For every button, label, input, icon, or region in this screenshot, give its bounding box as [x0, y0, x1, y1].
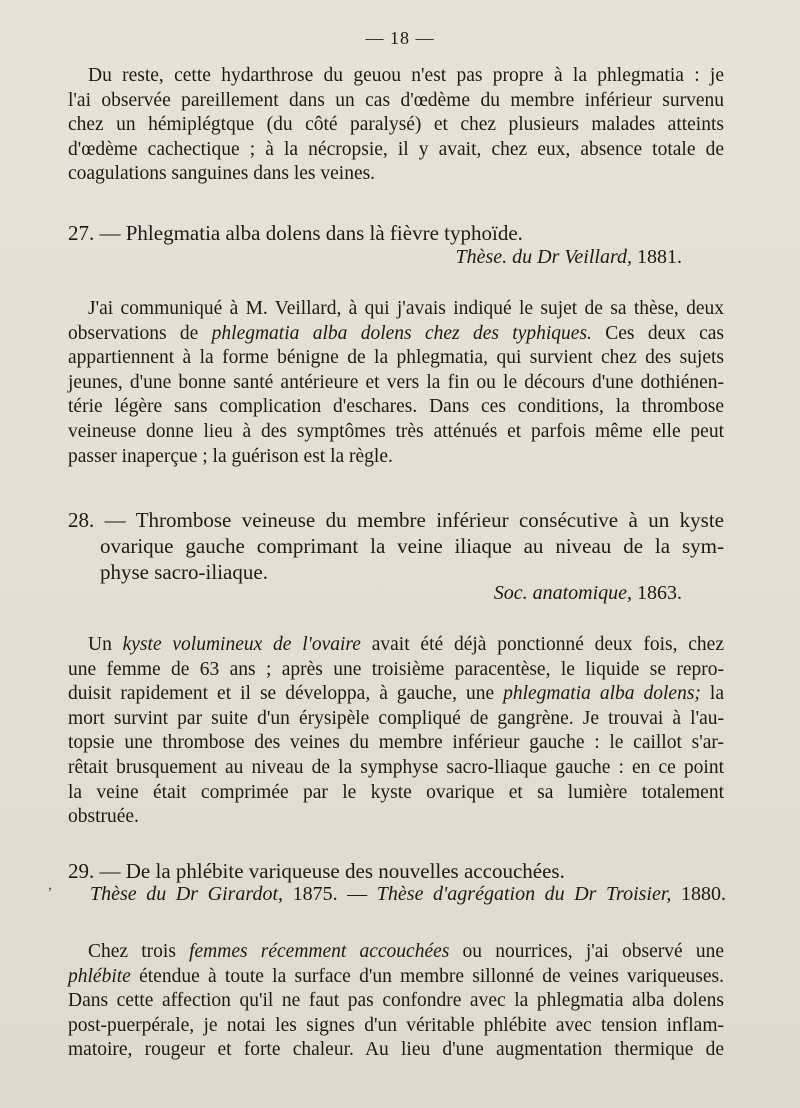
reference-year: 1881. [632, 246, 682, 268]
text-line: coagulations sanguines dans les veines. [68, 163, 376, 185]
text-line [68, 682, 724, 707]
text-line [68, 1014, 724, 1039]
page-number: — 18 — [365, 28, 435, 48]
text-line [68, 805, 724, 830]
paragraph-hydarthrose [68, 64, 724, 187]
reference-source: Thèse du Dr Girardot, [90, 883, 284, 905]
text-line [68, 940, 724, 965]
heading-line: 27. — Phlegmatia alba dolens dans là fièvre typhoïde. [68, 221, 523, 245]
text-segment: duisit rapidement et il se développa, à gauche, une [68, 683, 504, 705]
reference-source: Thèse. du Dr Veillard, [455, 246, 632, 268]
text-line [68, 658, 724, 683]
text-segment: Chez trois [88, 941, 190, 962]
text-segment: mort survint par suite d'un érysipèle compliqué de gangrène. Je trouvai à l'au- [68, 707, 724, 729]
text-line [68, 395, 724, 420]
text-line [68, 756, 724, 781]
reference-source: Thèse d'agrégation du Dr Troisier, [376, 883, 672, 905]
italic-segment: kyste volumineux de l'ovaire [122, 634, 361, 655]
text-line [68, 420, 724, 445]
italic-segment: femmes récemment accouchées [189, 941, 450, 962]
text-line [68, 707, 724, 732]
section-heading-29 [68, 858, 724, 884]
text-segment: observations de [68, 322, 212, 344]
reference-separator: — [337, 883, 377, 905]
text-segment: ou nourrices, j'ai observé une [449, 941, 725, 962]
reference-year: 1863. [632, 582, 682, 604]
reference-27 [456, 246, 682, 269]
reference-28 [494, 582, 682, 605]
reference-year: 1875. [283, 883, 338, 905]
text-segment: J'ai communiqué à M. Veillard, à qui j'avais indiqué le sujet de sa thèse, deux [88, 298, 724, 319]
text-segment: topsie une thrombose des veines du membre inférieur gauche : le caillot s'ar- [68, 732, 724, 754]
italic-segment: phlegmatia alba dolens chez des typhiques. [211, 322, 592, 344]
text-line [68, 297, 724, 322]
text-line [68, 322, 724, 347]
text-segment: la [700, 683, 724, 705]
heading-line: 28. — Thrombose veineuse du membre inférieur consécutive à un kyste [68, 508, 724, 532]
section-heading-27 [68, 220, 724, 246]
text-segment: jeunes, d'une bonne santé antérieure et vers la fin ou le décours d'une dothiénen- [68, 371, 724, 393]
text-line [68, 371, 724, 396]
text-line [68, 731, 724, 756]
text-line [68, 1038, 724, 1063]
italic-segment: phlébite [68, 965, 131, 987]
text-segment: appartiennent à la forme bénigne de la phlegmatia, qui survient chez des sujets [68, 347, 724, 369]
text-line [68, 965, 724, 990]
text-segment: obstruée. [68, 806, 139, 828]
text-segment: la veine était comprimée par le kyste ovarique et sa lumière totalement [68, 781, 724, 803]
text-line [68, 445, 724, 470]
paragraph-phlebite [68, 940, 724, 1063]
text-segment: étendue à toute la surface d'un membre sillonné de veines variqueuses. [130, 965, 724, 987]
text-segment: Ces deux cas [591, 322, 724, 344]
text-segment: Un [88, 634, 123, 655]
text-segment: térie légère sans complication d'eschares. Dans ces conditions, la thrombose [68, 396, 724, 418]
heading-line: ovarique gauche comprimant la veine iliaque au niveau de la sym- [100, 534, 724, 558]
text-line: d'œdème cachectique ; à la nécropsie, il y avait, chez eux, absence totale de [68, 138, 724, 160]
text-segment: post-puerpérale, je notai les signes d'un véritable phlébite avec tension inflam- [68, 1014, 724, 1036]
text-segment: une femme de 63 ans ; après une troisième paracentèse, le liquide se repro- [68, 658, 724, 680]
heading-line: 29. — De la phlébite variqueuse des nouvelles accouchées. [68, 859, 565, 883]
text-segment: matoire, rougeur et forte chaleur. Au lieu d'une augmentation thermique de [68, 1039, 724, 1061]
paragraph-veillard [68, 297, 724, 469]
section-heading-28 [68, 507, 724, 585]
reference-29 [90, 883, 726, 906]
heading-line: physe sacro-iliaque. [100, 560, 268, 584]
reference-year: 1880. [671, 883, 727, 905]
text-segment: veineuse donne lieu à des symptômes très atténués et parfois même elle peut [68, 420, 724, 442]
text-segment: passer inaperçue ; la guérison est la règle. [68, 445, 393, 467]
text-line: l'ai observée pareillement dans un cas d'œdème du membre inférieur survenu [68, 89, 724, 111]
text-line: chez un hémiplégtque (du côté paralysé) et chez plusieurs malades atteints [68, 114, 724, 136]
text-line [68, 781, 724, 806]
reference-source: Soc. anatomique, [493, 582, 632, 604]
text-segment: Dans cette affection qu'il ne faut pas confondre avec la phlegmatia alba dolens [68, 990, 724, 1012]
paragraph-kyste [68, 633, 724, 830]
text-line [68, 633, 724, 658]
text-line: Du reste, cette hydarthrose du geuou n'est pas propre à la phlegmatia : je [88, 65, 724, 86]
italic-segment: phlegmatia alba dolens; [503, 683, 701, 705]
text-line [68, 346, 724, 371]
text-line [68, 989, 724, 1014]
margin-mark: , [48, 876, 52, 893]
text-segment: avait été déjà ponctionné deux fois, chez [360, 634, 724, 655]
text-segment: rêtait brusquement au niveau de la symphyse sacro-lliaque gauche : en ce point [68, 756, 724, 778]
